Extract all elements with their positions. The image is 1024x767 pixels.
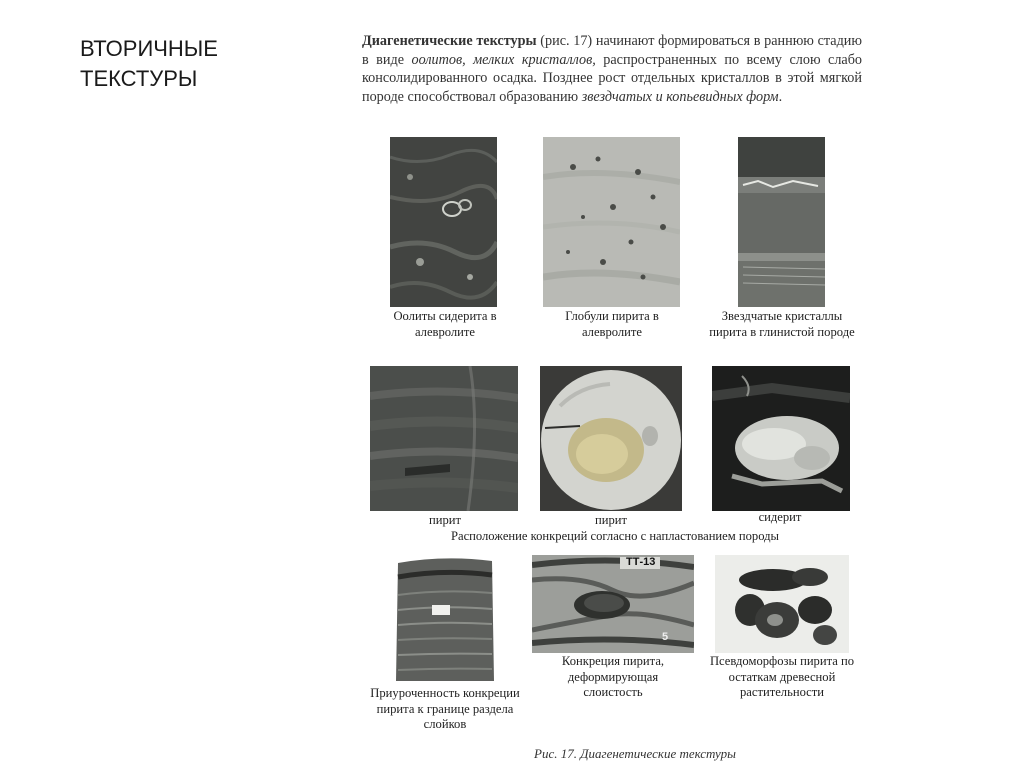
photo-pyrite-deforming [532,555,694,653]
caption-siderite: сидерит [758,510,802,524]
photo-siderite-concretion [712,366,850,511]
slide-title-line-1: ВТОРИЧНЫЕ [80,36,218,61]
intro-part-2: распространенных по всему слою слабо консолидированного осадка. Позднее рост отдельных кристаллов в этой мягкой породе способствовал образованию [362,51,863,105]
slide-title [80,34,260,94]
caption-pyrite-deforming: Конкреция пирита, деформирующая слоистость [561,654,665,699]
figure-caption: Рис. 17. Диагенетические текстуры [534,746,736,761]
sample-tag: ТТ-13 [626,556,656,568]
slide-title-line-2: ТЕКСТУРЫ [80,66,198,91]
caption-pyrite-globules: Глобули пирита в алевролите [565,309,659,339]
caption-pyrite-2: пирит [594,513,628,527]
sample-number: 5 [662,631,669,643]
photo-pyrite-layer-boundary [394,555,496,683]
caption-star-pyrite-crystals: Звездчатые кристаллы пирита в глинистой породе [709,309,855,339]
photo-pyrite-pseudomorphs [715,555,849,653]
row2-caption: Расположение конкреций согласно с напластованием породы [450,529,780,543]
photo-pyrite-concretion-2 [540,366,682,511]
photo-pyrite-globules [543,137,680,307]
caption-pyrite-1: пирит [428,513,462,527]
photo-siderite-oolites [390,137,497,307]
intro-term: Диагенетические текстуры [362,33,537,49]
photo-star-pyrite-crystals [738,137,825,307]
photo-pyrite-concretion-1 [370,366,518,511]
intro-italic-2: звездчатых и копьевидных форм [581,88,779,105]
intro-part-3: . [778,88,783,105]
intro-paragraph [362,32,862,106]
caption-pyrite-layer-boundary: Приуроченность конкреции пирита к границе раздела слойков [370,686,520,731]
caption-siderite-oolites: Оолиты сидерита в алевролите [393,309,497,339]
intro-part-1: (рис. 17) начинают формироваться в раннюю стадию в виде [362,33,862,68]
caption-pyrite-pseudomorphs: Псевдоморфозы пирита по остаткам древесной растительности [709,654,855,699]
intro-italic-1: оолитов, мелких кристаллов, [411,51,596,68]
